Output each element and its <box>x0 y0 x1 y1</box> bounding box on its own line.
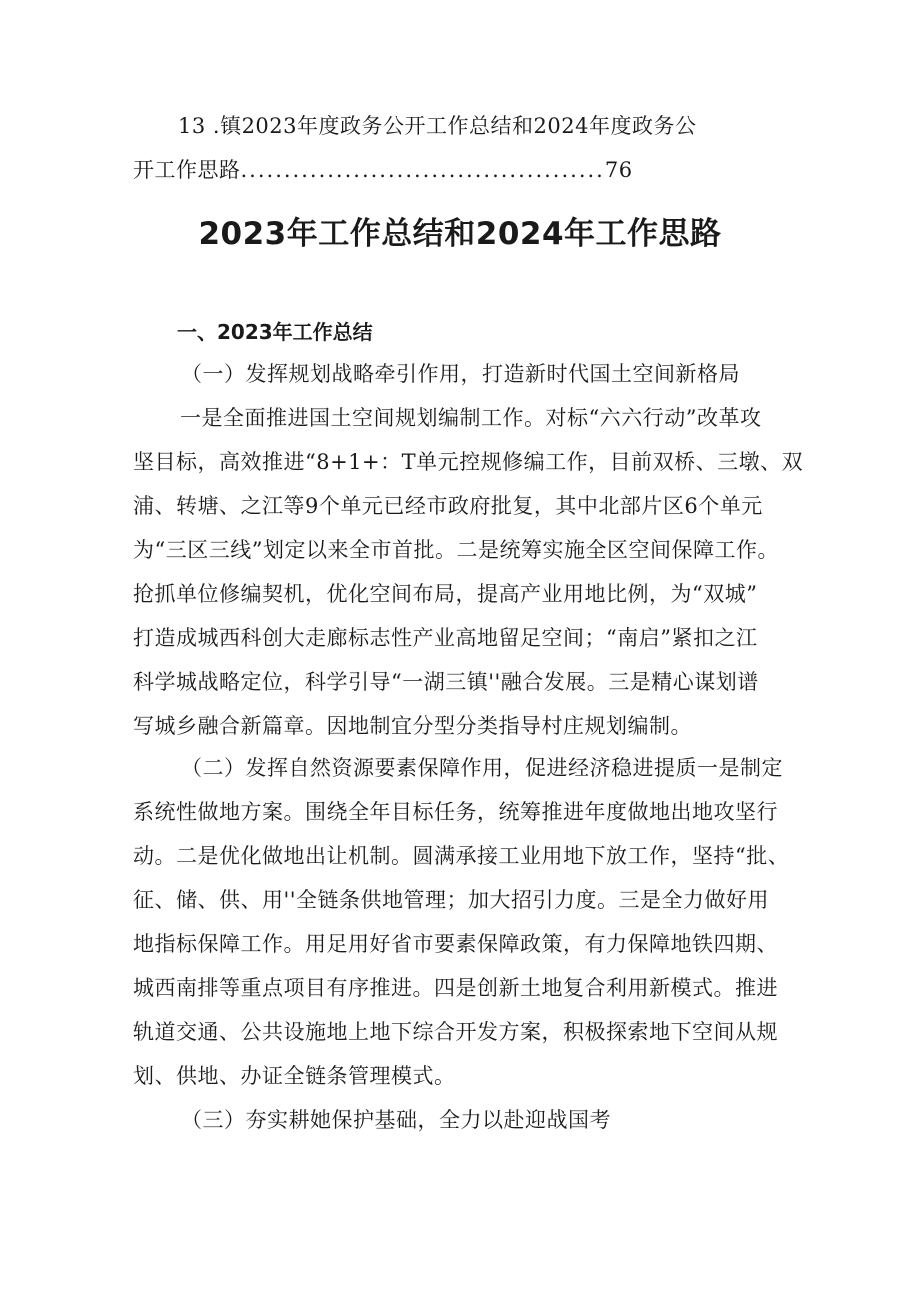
paragraph-line: 为“三区三线”划定以来全市首批。二是统筹实施全区空间保障工作。 <box>133 538 779 562</box>
paragraph-line: 写城乡融合新篇章。因地制宜分型分类指导村庄规划编制。 <box>133 714 692 738</box>
paragraph-line: 科学城战略定位，科学引导“一湖三镇''融合发展。三是精心谋划谱 <box>133 670 759 694</box>
subsection-heading: （三）夯实耕她保护基础，全力以赴迎战国考 <box>181 1108 611 1132</box>
paragraph-line: 一是全面推进国土空间规划编制工作。对标“六六行动”改革攻 <box>180 406 762 430</box>
paragraph-line: 浦、转塘、之江等9个单元已经市政府批复，其中北部片区6个单元 <box>133 494 763 518</box>
paragraph-line: 城西南排等重点项目有序推进。四是创新土地复合利用新模式。推进 <box>133 976 778 1000</box>
paragraph-line: 划、供地、办证全链条管理模式。 <box>133 1064 456 1088</box>
section-heading: 一、2023年工作总结 <box>177 320 373 344</box>
toc-entry-line1: 13 .镇2023年度政务公开工作总结和2024年度政务公 <box>178 114 697 138</box>
subsection-heading: （一）发挥规划战略牵引作用，打造新时代国土空间新格局 <box>181 362 740 386</box>
paragraph-line: 轨道交通、公共设施地上地下综合开发方案，积极探索地下空间从规 <box>133 1020 778 1044</box>
subsection-heading: （二）发挥自然资源要素保障作用，促进经济稳进提质一是制定 <box>181 756 783 780</box>
toc-entry-text: 开工作思路 <box>133 158 241 182</box>
paragraph-line: 系统性做地方案。围绕全年目标任务，统筹推进年度做地出地攻坚行 <box>133 800 778 824</box>
toc-page-number: 76 <box>604 158 633 182</box>
toc-leader-dots: .......................................... <box>240 158 605 182</box>
paragraph-line: 征、储、供、用''全链条供地管理；加大招引力度。三是全力做好用 <box>133 888 770 912</box>
paragraph-line: 抢抓单位修编契机，优化空间布局，提高产业用地比例，为“双城” <box>133 582 758 606</box>
paragraph-line: 地指标保障工作。用足用好省市要素保障政策，有力保障地铁四期、 <box>133 932 778 956</box>
toc-entry-line2 <box>133 156 633 184</box>
paragraph-line: 打造成城西科创大走廊标志性产业高地留足空间；“南启”紧扣之江 <box>133 626 758 650</box>
document-title: 2023年工作总结和2024年工作思路 <box>198 216 722 252</box>
paragraph-line: 动。二是优化做地出让机制。圆满承接工业用地下放工作，坚持“批、 <box>133 844 790 868</box>
paragraph-line: 坚目标，高效推进“8+1+：T单元控规修编工作，目前双桥、三墩、双 <box>133 450 804 474</box>
